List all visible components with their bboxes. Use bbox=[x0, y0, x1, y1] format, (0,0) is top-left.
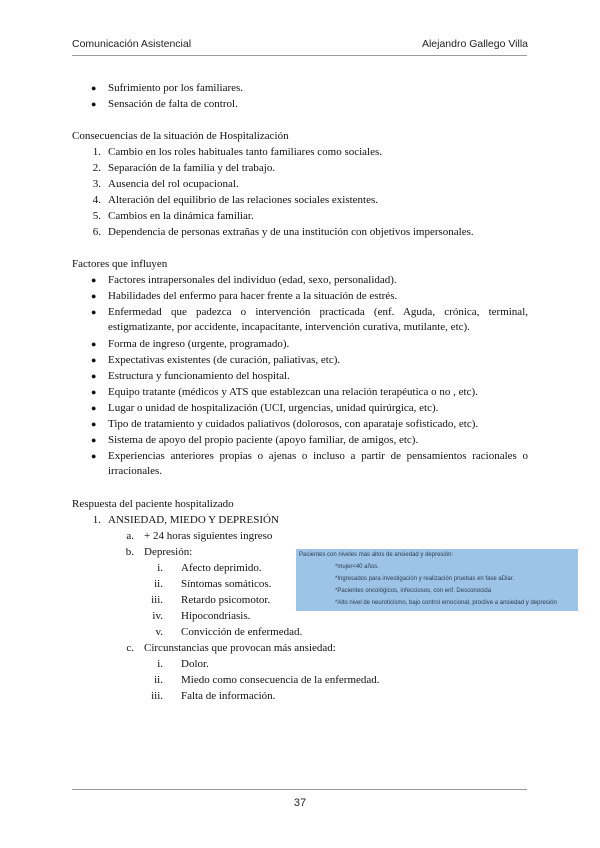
bullet-dot: ● bbox=[91, 307, 97, 317]
page-number: 37 bbox=[293, 797, 307, 809]
list-marker: i. bbox=[157, 658, 163, 670]
list-item: Lugar o unidad de hospitalización (UCI, urgencias, unidad quirúrgica, etc). bbox=[108, 402, 439, 414]
list-item: Factores intrapersonales del individuo (edad, sexo, personalidad). bbox=[108, 274, 397, 286]
list-item: Circunstancias que provocan más ansiedad: bbox=[144, 642, 336, 654]
list-item: Síntomas somáticos. bbox=[181, 578, 272, 590]
bullet-dot: ● bbox=[91, 451, 97, 461]
list-item: Cambio en los roles habituales tanto familiares como sociales. bbox=[108, 146, 383, 158]
section-title-respuesta: Respuesta del paciente hospitalizado bbox=[72, 498, 234, 510]
list-item: Enfermedad que padezca o intervención practicada (enf. Aguda, crónica, terminal, estigmatizante, por accidente, incapacitante, intervención curativa, mutilante, etc). bbox=[108, 306, 528, 333]
bullet-dot: ● bbox=[91, 419, 97, 429]
list-item: Cambios en la dinámica familiar. bbox=[108, 210, 254, 222]
list-number: 2. bbox=[92, 162, 101, 174]
section-title-consecuencias: Consecuencias de la situación de Hospitalización bbox=[72, 130, 289, 142]
list-item: Estructura y funcionamiento del hospital. bbox=[108, 370, 290, 382]
list-marker: a. bbox=[126, 530, 134, 542]
list-marker: i. bbox=[157, 562, 163, 574]
header-rule bbox=[72, 55, 527, 56]
note-box bbox=[296, 549, 578, 611]
list-number: 4. bbox=[92, 194, 101, 206]
list-marker: c. bbox=[126, 642, 134, 654]
list-marker: iii. bbox=[151, 690, 163, 702]
list-item: Hipocondriasis. bbox=[181, 610, 251, 622]
list-marker: v. bbox=[155, 626, 163, 638]
list-item: Habilidades del enfermo para hacer frente a la situación de estrés. bbox=[108, 290, 398, 302]
list-item: Alteración del equilibrio de las relaciones sociales existentes. bbox=[108, 194, 379, 206]
bullet-dot: ● bbox=[91, 275, 97, 285]
list-item: Retardo psicomotor. bbox=[181, 594, 271, 606]
list-number: 5. bbox=[92, 210, 101, 222]
list-number: 1. bbox=[92, 146, 101, 158]
list-item: Forma de ingreso (urgente, programado). bbox=[108, 338, 290, 350]
bullet-dot: ● bbox=[91, 435, 97, 445]
bullet-dot: ● bbox=[91, 403, 97, 413]
bullet-dot: ● bbox=[91, 339, 97, 349]
list-item-heading: ANSIEDAD, MIEDO Y DEPRESIÓN bbox=[108, 514, 279, 526]
list-item: Equipo tratante (médicos y ATS que establezcan una relación terapéutica o no , etc). bbox=[108, 386, 478, 398]
list-item: Ausencia del rol ocupacional. bbox=[108, 178, 239, 190]
list-marker: b. bbox=[125, 546, 134, 558]
list-marker: iv. bbox=[152, 610, 163, 622]
list-item: Depresión: bbox=[144, 546, 193, 558]
list-marker: iii. bbox=[151, 594, 163, 606]
note-line: *Pacientes oncológicos, infecciosos, con enf. Desconocida bbox=[335, 588, 492, 594]
list-item: Convicción de enfermedad. bbox=[181, 626, 303, 638]
list-marker: ii. bbox=[154, 578, 163, 590]
list-item: Sufrimiento por los familiares. bbox=[108, 82, 244, 94]
bullet-dot: ● bbox=[91, 291, 97, 301]
list-item: Separación de la familia y del trabajo. bbox=[108, 162, 276, 174]
list-number: 1. bbox=[92, 514, 101, 526]
list-item: Dolor. bbox=[181, 658, 209, 670]
note-line: *Alto nivel de neuroticismo, bajo control emocional, proclive a ansiedad y depresión bbox=[335, 600, 557, 606]
bullet-dot: ● bbox=[91, 371, 97, 381]
list-item: Dependencia de personas extrañas y de una institución con objetivos impersonales. bbox=[108, 226, 474, 238]
list-item: Tipo de tratamiento y cuidados paliativos (dolorosos, con aparataje sofisticado, etc). bbox=[108, 418, 479, 430]
note-title: Pacientes con niveles más altos de ansiedad y depresión: bbox=[299, 552, 454, 558]
list-item: Falta de información. bbox=[181, 690, 276, 702]
list-item: Expectativas existentes (de curación, paliativas, etc). bbox=[108, 354, 341, 366]
list-item: Sistema de apoyo del propio paciente (apoyo familiar, de amigos, etc). bbox=[108, 434, 419, 446]
bullet-dot: ● bbox=[91, 387, 97, 397]
bullet-dot: ● bbox=[91, 355, 97, 365]
list-item: Afecto deprimido. bbox=[181, 562, 262, 574]
header-right: Alejandro Gallego Villa bbox=[421, 38, 528, 50]
bullet-dot: ● bbox=[91, 83, 97, 93]
note-line: *mujer<40 años. bbox=[335, 564, 379, 570]
header-left: Comunicación Asistencial bbox=[72, 38, 192, 50]
list-marker: ii. bbox=[154, 674, 163, 686]
list-item: + 24 horas siguientes ingreso bbox=[144, 530, 273, 542]
footer-rule bbox=[72, 789, 527, 790]
list-item: Miedo como consecuencia de la enfermedad. bbox=[181, 674, 380, 686]
list-item: Experiencias anteriores propias o ajenas o incluso a partir de pensamientos racionales o irracionales. bbox=[108, 450, 528, 477]
bullet-dot: ● bbox=[91, 99, 97, 109]
list-number: 6. bbox=[92, 226, 101, 238]
section-title-factores: Factores que influyen bbox=[72, 258, 168, 270]
list-number: 3. bbox=[92, 178, 101, 190]
list-item: Sensación de falta de control. bbox=[108, 98, 238, 110]
note-line: *Ingresados para investigación y realización pruebas en fase aDiar. bbox=[335, 576, 515, 582]
